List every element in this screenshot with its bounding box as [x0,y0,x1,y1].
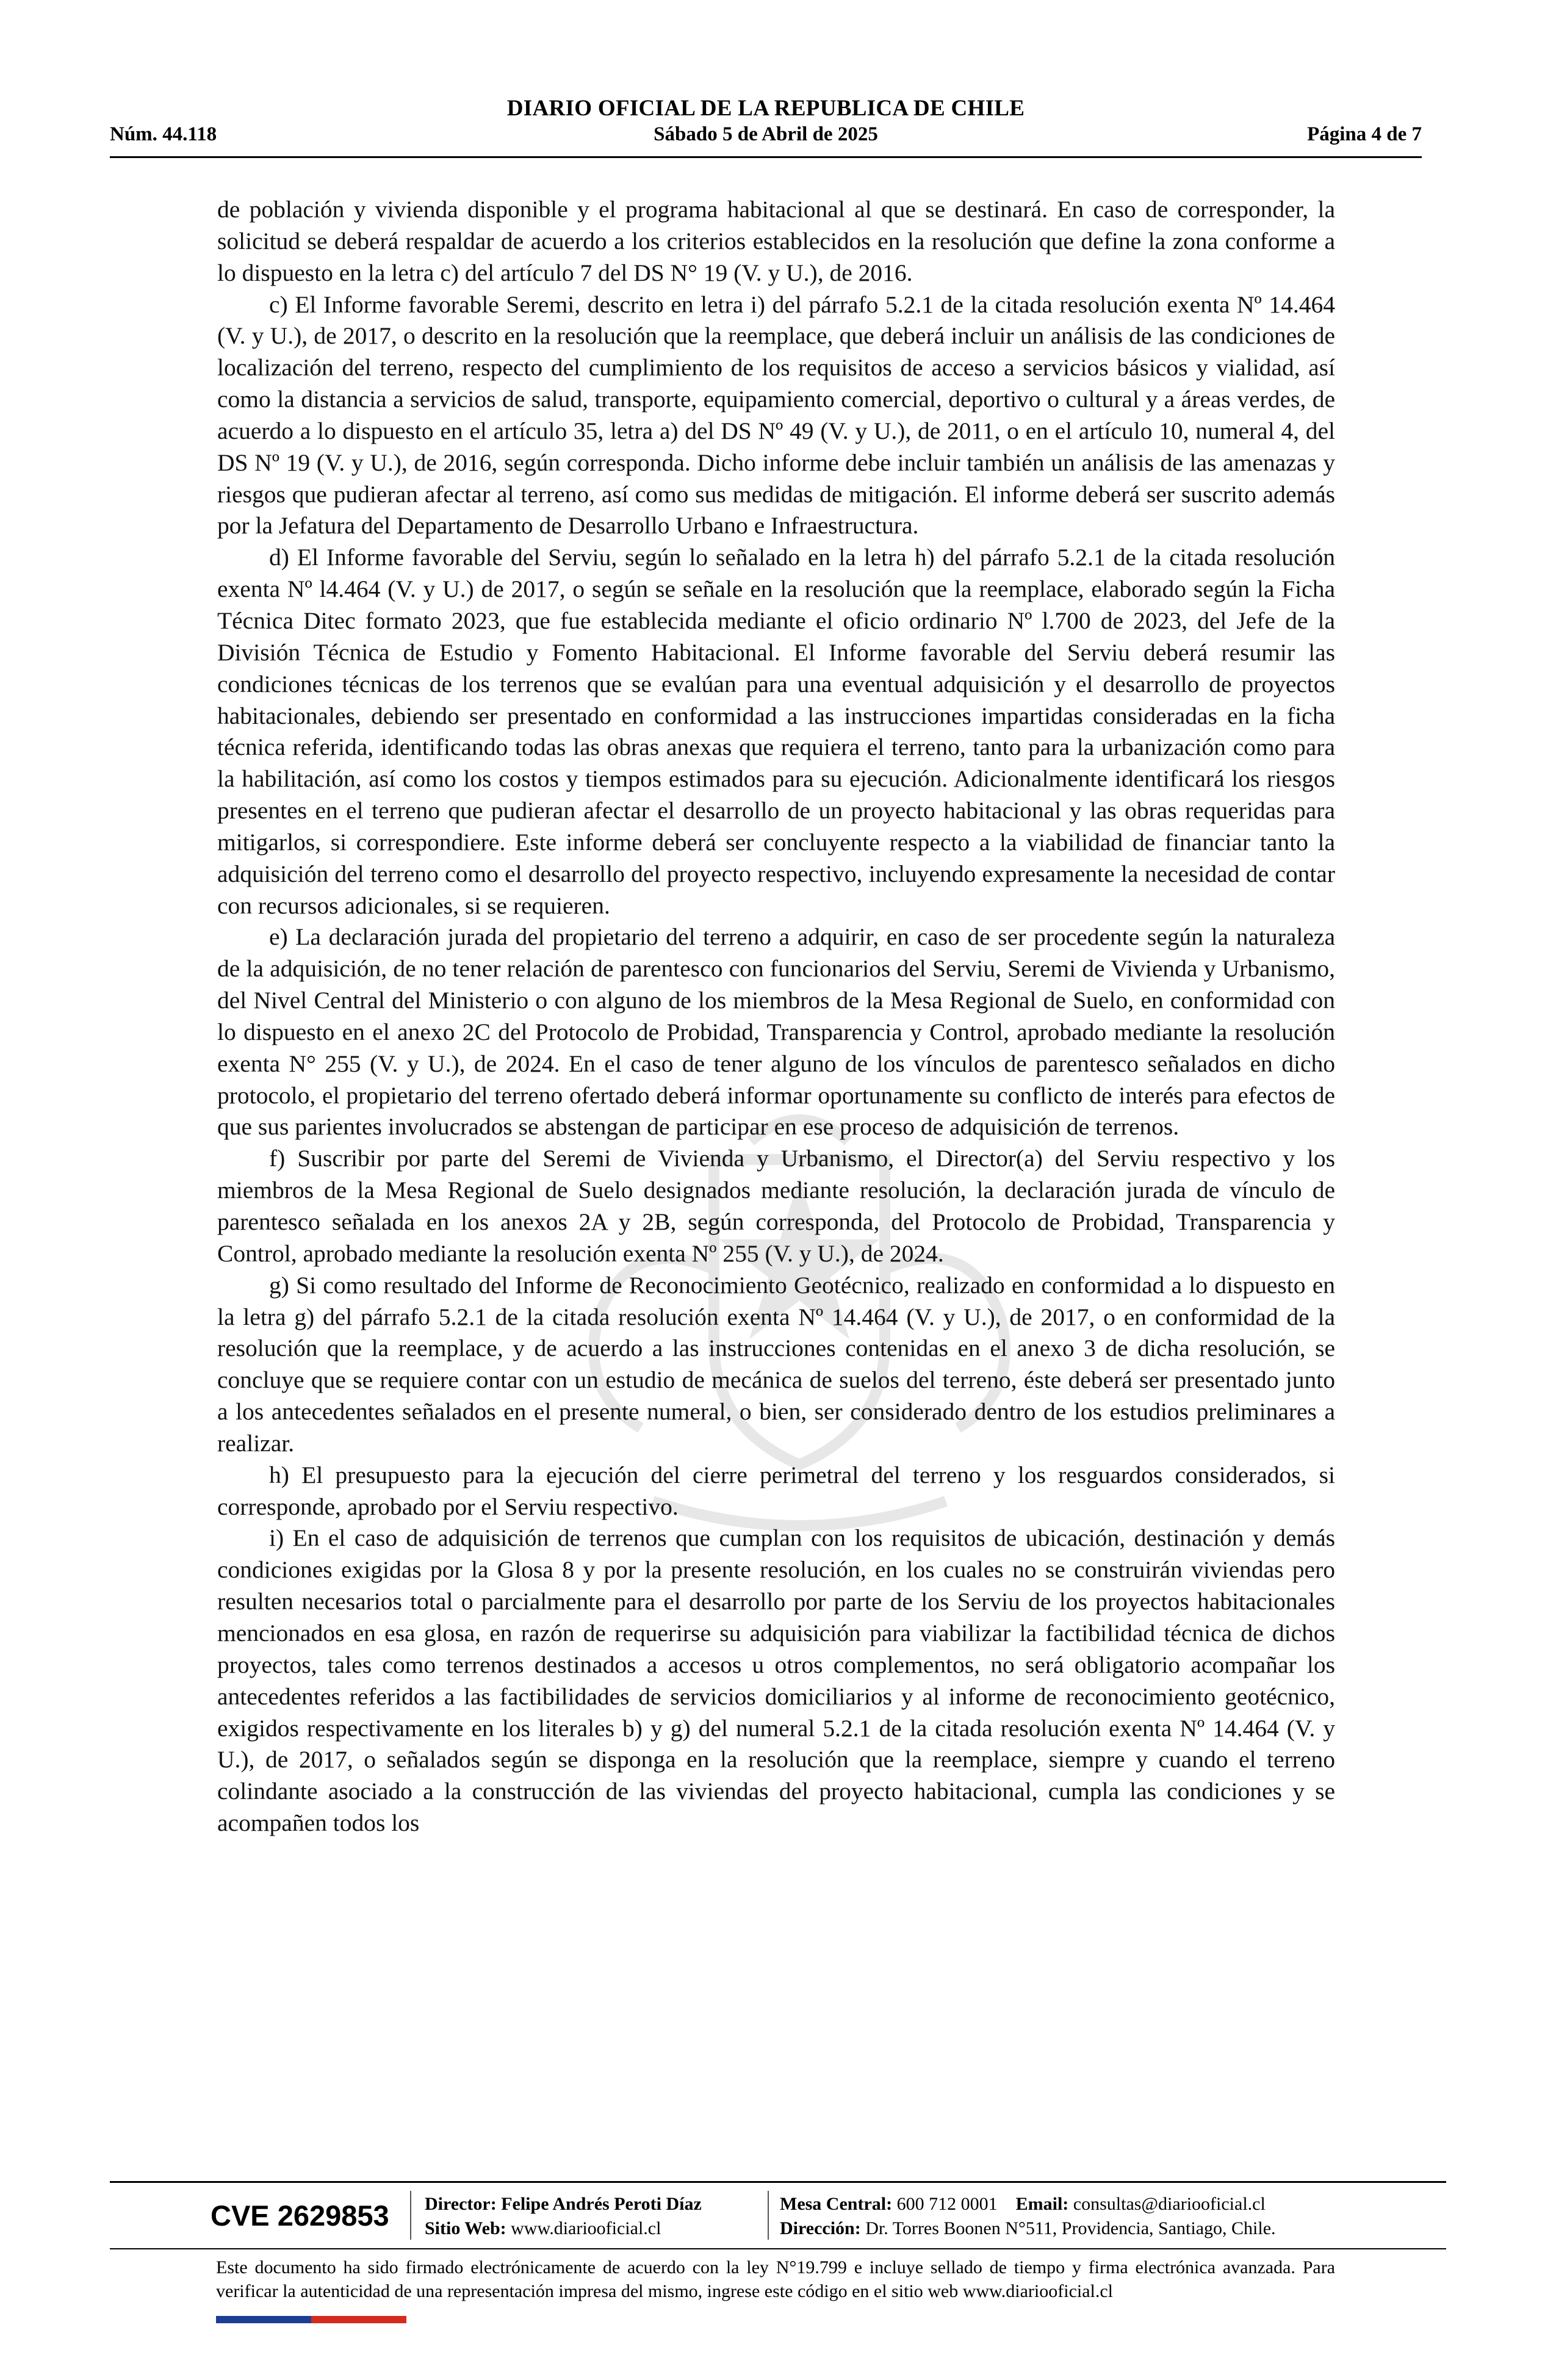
mesa-phone: 600 712 0001 [896,2194,998,2214]
body-paragraph: g) Si como resultado del Informe de Reconocimiento Geotécnico, realizado en conformidad a lo dispuesto en la letra g) del párrafo 5.2.1 de la citada resolución exenta Nº 14.464 (V. y U.), de 2017, o en conformidad de la resolución que la reemplace, y de acuerdo a las instrucciones contenidas en el anexo 3 de dicha resolución, se concluye que se requiere contar con un estudio de mecánica de suelos del terreno, éste deberá ser presentado junto a los antecedentes señalados en el presente numeral, o bien, ser considerado dentro de los estudios preliminares a realizar. [217,1271,1335,1457]
page-number: Página 4 de 7 [1307,123,1422,145]
body-paragraph: c) El Informe favorable Seremi, descrito en letra i) del párrafo 5.2.1 de la citada resolución exenta Nº 14.464 (V. y U.), de 2017, o descrito en la resolución que la reemplace, que deberá incluir un análisis de las condiciones de localización del terreno, respecto del cumplimiento de los requisitos de acceso a servicios básicos y vialidad, así como la distancia a servicios de salud, transporte, equipamiento comercial, deportivo o cultural y a áreas verdes, de acuerdo a lo dispuesto en el artículo 35, letra a) del DS Nº 49 (V. y U.), de 2011, o en el artículo 10, numeral 4, del DS Nº 19 (V. y U.), de 2016, según corresponda. Dicho informe debe incluir también un análisis de las amenazas y riesgos que pudieran afectar al terreno, así como sus medidas de mitigación. El informe deberá ser suscrito además por la Jefatura del Departamento de Desarrollo Urbano e Infraestructura. [217,290,1335,539]
legal-notice: Este documento ha sido firmado electrónicamente de acuerdo con la ley N°19.799 e incluye sellado de tiempo y firma electrónica avanzada. Para verificar la autenticidad de una representación impresa del mismo, ingrese este código en el sitio web www.diariooficial.cl [216,2257,1335,2301]
body-paragraph: f) Suscribir por parte del Seremi de Vivienda y Urbanismo, el Director(a) del Serviu respectivo y los miembros de la Mesa Regional de Suelo designados mediante resolución, la declaración jurada de vínculo de parentesco señalada en los anexos 2A y 2B, según corresponda, del Protocolo de Probidad, Transparencia y Control, aprobado mediante la resolución exenta Nº 255 (V. y U.), de 2024. [217,1145,1335,1267]
footer-separator [768,2191,769,2240]
body-paragraph: i) En el caso de adquisición de terrenos que cumplan con los requisitos de ubicación, destinación y demás condiciones exigidas por la Glosa 8 y por la presente resolución, en los cuales no se construirán viviendas pero resulten necesarios total o parcialmente para el desarrollo por parte de los Serviu de los proyectos habitacionales mencionados en esa glosa, en razón de requerirse su adquisición para viabilizar la factibilidad técnica de dichos proyectos, tales como terrenos destinados a accesos u otros complementos, no será obligatorio acompañar los antecedentes referidos a las factibilidades de servicios domiciliarios y al informe de reconocimiento geotécnico, exigidos respectivamente en los literales b) y g) del numeral 5.2.1 de la citada resolución exenta Nº 14.464 (V. y U.), de 2017, o señalados según se disponga en la resolución que la reemplace, siempre y cuando el terreno colindante asociado a la construcción de las viviendas del proyecto habitacional, cumpla las condiciones y se acompañen todos los [217,1524,1335,1837]
flag-red-segment [311,2316,406,2323]
flag-color-bar [216,2316,406,2323]
flag-blue-segment [216,2316,311,2323]
address-label: Dirección: [780,2218,861,2238]
issue-number: Núm. 44.118 [110,123,217,145]
document-body [217,194,1335,1839]
publication-title: DIARIO OFICIAL DE LA REPUBLICA DE CHILE [506,96,1025,121]
cve-code: CVE 2629853 [211,2199,389,2232]
header-divider [110,156,1422,158]
footer-director-block [425,2192,702,2241]
footer-contact-block [780,2192,1276,2241]
director-name: Felipe Andrés Peroti Díaz [501,2194,702,2214]
mesa-label: Mesa Central: [780,2194,893,2214]
issue-date: Sábado 5 de Abril de 2025 [654,123,878,145]
body-paragraph: e) La declaración jurada del propietario del terreno a adquirir, en caso de ser procedente según la naturaleza de la adquisición, de no tener relación de parentesco con funcionarios del Serviu, Seremi de Vivienda y Urbanismo, del Nivel Central del Ministerio o con alguno de los miembros de la Mesa Regional de Suelo, en conformidad con lo dispuesto en el anexo 2C del Protocolo de Probidad, Transparencia y Control, aprobado mediante la resolución exenta N° 255 (V. y U.), de 2024. En el caso de tener alguno de los vínculos de parentesco señalados en dicho protocolo, el propietario del terreno ofertado deberá informar oportunamente su conflicto de interés para efectos de que sus parientes involucrados se abstengan de participar en ese proceso de adquisición de terrenos. [217,923,1335,1141]
body-paragraph: h) El presupuesto para la ejecución del cierre perimetral del terreno y los resguardos considerados, si corresponde, aprobado por el Serviu respectivo. [217,1461,1335,1520]
footer-divider [110,2181,1446,2183]
body-paragraph: d) El Informe favorable del Serviu, según lo señalado en la letra h) del párrafo 5.2.1 de la citada resolución exenta Nº l4.464 (V. y U.) de 2017, o según se señale en la resolución que la reemplace, elaborado según la Ficha Técnica Ditec formato 2023, que fue establecida mediante el oficio ordinario Nº l.700 de 2023, del Jefe de la División Técnica de Estudio y Fomento Habitacional. El Informe favorable del Serviu deberá resumir las condiciones técnicas de los terrenos que se evalúan para una eventual adquisición y el desarrollo de proyectos habitacionales, debiendo ser presentado en conformidad a las instrucciones impartidas consideradas en la ficha técnica referida, identificando todas las obras anexas que requiera el terreno, tanto para la urbanización como para la habilitación, así como los costos y tiempos estimados para su ejecución. Adicionalmente identificará los riesgos presentes en el terreno que pudieran afectar el desarrollo de un proyecto habitacional y las obras requeridas para mitigarlos, si correspondiere. Este informe deberá ser concluyente respecto a la viabilidad de financiar tanto la adquisición del terreno como el desarrollo del proyecto respectivo, incluyendo expresamente la necesidad de contar con recursos adicionales, si se requieren. [217,544,1335,919]
website-label: Sitio Web: [425,2218,506,2238]
footer-divider-lower [110,2248,1446,2249]
email-label: Email: [1015,2194,1069,2214]
email-link[interactable]: consultas@diariooficial.cl [1073,2194,1266,2214]
body-paragraph: de población y vivienda disponible y el programa habitacional al que se destinará. En caso de corresponder, la solicitud se deberá respaldar de acuerdo a los criterios establecidos en la resolución que define la zona conforme a lo dispuesto en la letra c) del artículo 7 del DS N° 19 (V. y U.), de 2016. [217,196,1335,286]
page-header [110,92,1422,156]
director-label: Director: [425,2194,497,2214]
footer-separator [410,2191,411,2240]
address-value: Dr. Torres Boonen N°511, Providencia, Santiago, Chile. [865,2218,1276,2238]
website-link[interactable]: www.diariooficial.cl [511,2218,661,2238]
